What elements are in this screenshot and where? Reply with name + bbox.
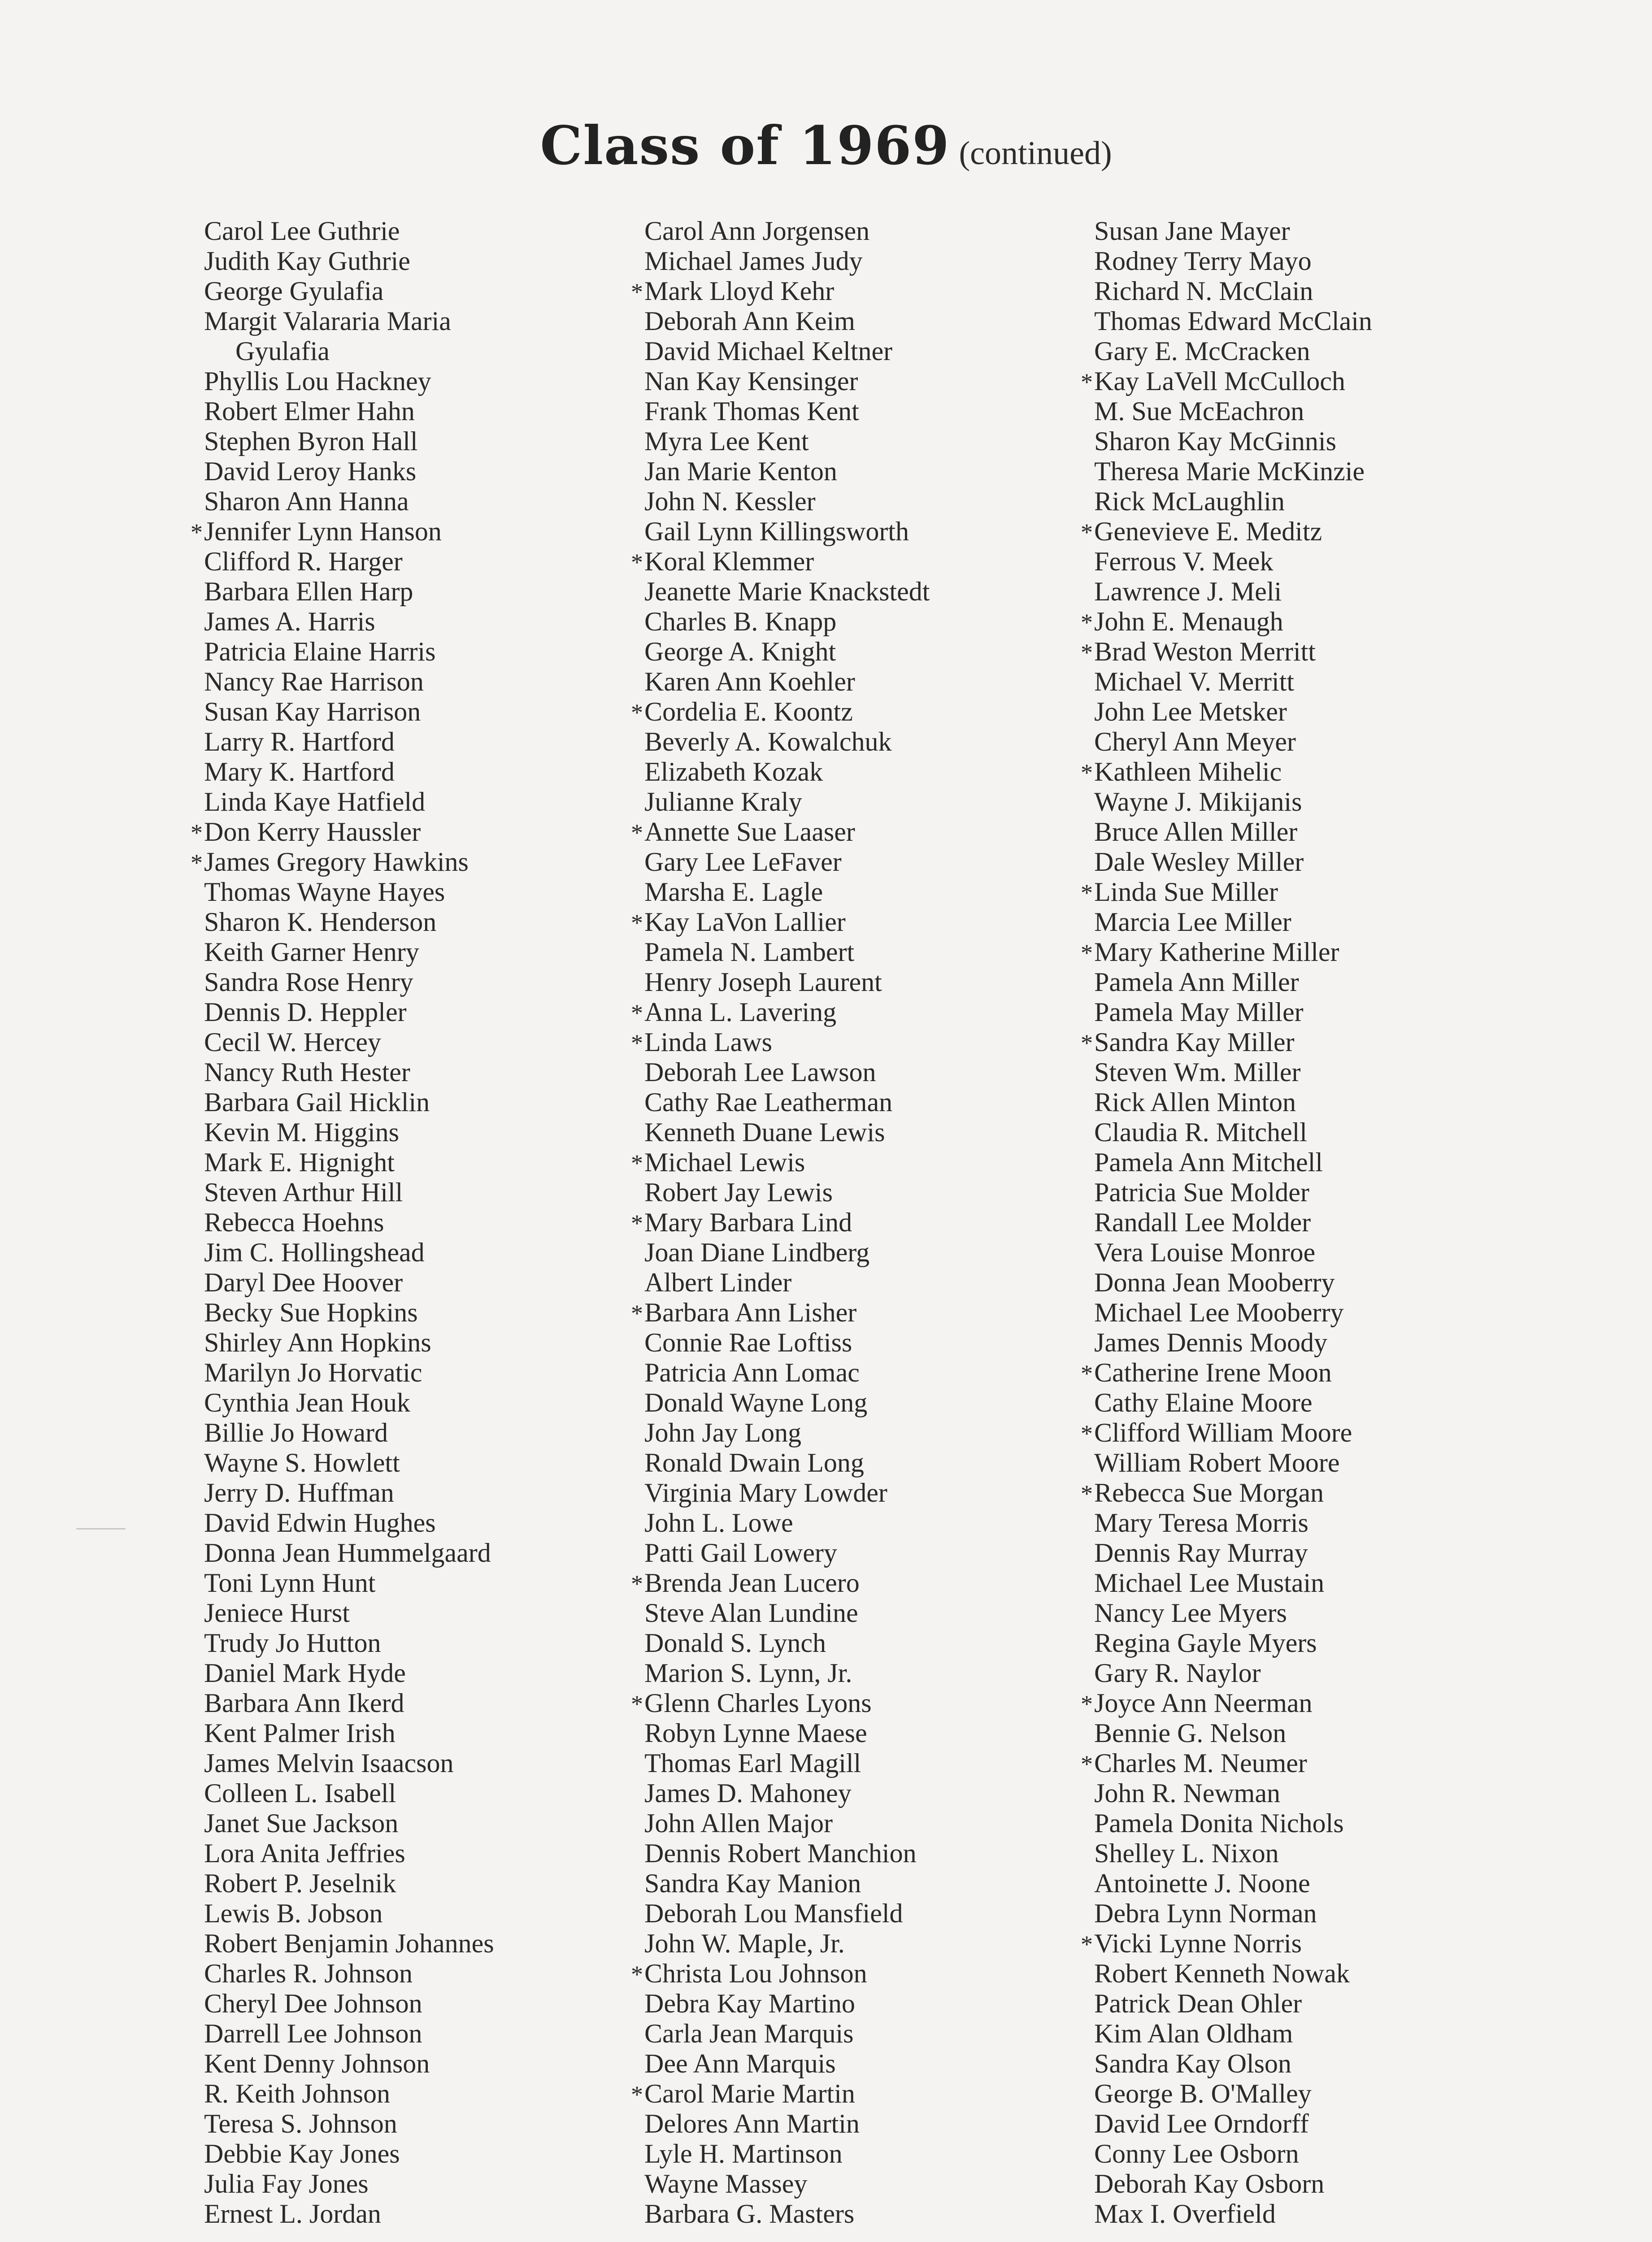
graduate-name: Mary Teresa Morris — [1094, 1508, 1309, 1538]
honor-society-graduate-name: * Annette Sue Laaser — [644, 817, 930, 847]
graduate-name: Pamela May Miller — [1094, 997, 1304, 1027]
page-header — [0, 114, 1652, 177]
graduate-name: Max I. Overfield — [1094, 2199, 1276, 2229]
graduate-name: Dennis Robert Manchion — [644, 1838, 917, 1868]
graduate-name: Kevin M. Higgins — [204, 1117, 399, 1147]
graduate-name: R. Keith Johnson — [204, 2079, 391, 2108]
graduate-name: Robert Benjamin Johannes — [204, 1929, 494, 1958]
graduate-name: Dee Ann Marquis — [644, 2049, 836, 2078]
graduate-name: Mary K. Hartford — [204, 757, 395, 786]
graduate-name: Jeniece Hurst — [204, 1598, 350, 1628]
graduate-name: Gary E. McCracken — [1094, 336, 1310, 366]
graduate-name: Becky Sue Hopkins — [204, 1298, 418, 1327]
graduate-name: Vera Louise Monroe — [1094, 1238, 1316, 1267]
graduate-name: Cathy Elaine Moore — [1094, 1388, 1313, 1417]
graduate-name: Wayne J. Mikijanis — [1094, 787, 1302, 817]
graduate-name: Rick Allen Minton — [1094, 1087, 1296, 1117]
graduate-name: Robert Jay Lewis — [644, 1177, 833, 1207]
graduate-name: Deborah Kay Osborn — [1094, 2169, 1325, 2199]
graduate-name: Trudy Jo Hutton — [204, 1628, 381, 1658]
honor-society-graduate-name: * Cordelia E. Koontz — [644, 697, 930, 727]
graduate-name: Margit Valararia Maria — [204, 306, 451, 336]
graduate-name: Delores Ann Martin — [644, 2109, 860, 2138]
graduate-name: Joan Diane Lindberg — [644, 1238, 870, 1267]
graduate-name: James A. Harris — [204, 607, 375, 636]
graduate-name: Rick McLaughlin — [1094, 487, 1285, 516]
graduate-name: Donald S. Lynch — [644, 1628, 826, 1658]
graduate-name: Pamela Donita Nichols — [1094, 1808, 1344, 1838]
graduate-name: Deborah Lou Mansfield — [644, 1899, 903, 1928]
graduate-name: Cheryl Dee Johnson — [204, 1989, 422, 2018]
graduate-name: Michael Lee Mooberry — [1094, 1298, 1344, 1327]
honor-society-graduate-name: * Brad Weston Merritt — [1094, 637, 1372, 667]
graduate-name: Jeanette Marie Knackstedt — [644, 577, 930, 606]
honor-society-graduate-name: * Mary Katherine Miller — [1094, 937, 1372, 967]
graduate-name: Frank Thomas Kent — [644, 396, 859, 426]
graduate-name: James Dennis Moody — [1094, 1328, 1327, 1357]
graduate-name: Susan Kay Harrison — [204, 697, 421, 726]
honor-society-graduate-name: * Vicki Lynne Norris — [1094, 1929, 1372, 1959]
graduate-name: Daryl Dee Hoover — [204, 1268, 403, 1297]
graduate-name: Connie Rae Loftiss — [644, 1328, 852, 1357]
graduate-name: Steve Alan Lundine — [644, 1598, 858, 1628]
graduate-name: Thomas Edward McClain — [1094, 306, 1372, 336]
graduate-name: Thomas Wayne Hayes — [204, 877, 445, 907]
graduate-name: Lora Anita Jeffries — [204, 1838, 405, 1868]
graduate-name: John Lee Metsker — [1094, 697, 1287, 726]
honor-society-graduate-name: * Catherine Irene Moon — [1094, 1358, 1372, 1388]
graduate-name: Colleen L. Isabell — [204, 1778, 396, 1808]
graduate-name: Marsha E. Lagle — [644, 877, 823, 907]
graduate-name: Gary R. Naylor — [1094, 1658, 1261, 1688]
honor-society-graduate-name: * Don Kerry Haussler — [204, 817, 494, 847]
graduate-name: Barbara Gail Hicklin — [204, 1087, 430, 1117]
graduate-name: Ernest L. Jordan — [204, 2199, 381, 2229]
graduate-name: Sandra Kay Manion — [644, 1868, 861, 1898]
name-column-3 — [1094, 216, 1372, 2229]
page-title: Class of 1969 — [540, 114, 950, 177]
graduate-name: William Robert Moore — [1094, 1448, 1340, 1477]
graduate-name: Patricia Elaine Harris — [204, 637, 436, 666]
graduate-name: Gary Lee LeFaver — [644, 847, 842, 877]
graduate-name: Bennie G. Nelson — [1094, 1718, 1287, 1748]
graduate-name: Janet Sue Jackson — [204, 1808, 399, 1838]
graduate-name: Wayne Massey — [644, 2169, 808, 2199]
honor-society-graduate-name: * Brenda Jean Lucero — [644, 1568, 930, 1598]
graduate-name: Cheryl Ann Meyer — [1094, 727, 1296, 756]
graduate-name: John W. Maple, Jr. — [644, 1929, 845, 1958]
graduate-name: Cathy Rae Leatherman — [644, 1087, 893, 1117]
graduate-name: Kent Denny Johnson — [204, 2049, 430, 2078]
graduate-name: Lyle H. Martinson — [644, 2139, 843, 2168]
graduate-name: Mark E. Hignight — [204, 1147, 395, 1177]
graduate-name: John Allen Major — [644, 1808, 833, 1838]
honor-society-graduate-name: * Christa Lou Johnson — [644, 1959, 930, 1989]
graduate-name: Myra Lee Kent — [644, 426, 809, 456]
graduate-name: Jerry D. Huffman — [204, 1478, 394, 1508]
graduate-name: Beverly A. Kowalchuk — [644, 727, 892, 756]
honor-society-graduate-name: * Charles M. Neumer — [1094, 1748, 1372, 1778]
graduate-name: Michael James Judy — [644, 246, 863, 276]
graduate-name: Kent Palmer Irish — [204, 1718, 396, 1748]
graduate-name: Carol Lee Guthrie — [204, 216, 400, 246]
graduate-name: Michael V. Merritt — [1094, 667, 1295, 696]
honor-society-graduate-name: * Clifford William Moore — [1094, 1418, 1372, 1448]
graduate-name: Randall Lee Molder — [1094, 1208, 1311, 1237]
graduate-name: Ronald Dwain Long — [644, 1448, 864, 1477]
honor-society-graduate-name: * John E. Menaugh — [1094, 607, 1372, 637]
honor-society-graduate-name: * Barbara Ann Lisher — [644, 1298, 930, 1328]
graduate-name: Daniel Mark Hyde — [204, 1658, 406, 1688]
graduate-name: Toni Lynn Hunt — [204, 1568, 376, 1598]
graduate-name: John R. Newman — [1094, 1778, 1280, 1808]
graduate-name: Conny Lee Osborn — [1094, 2139, 1299, 2168]
graduate-name: David Michael Keltner — [644, 336, 893, 366]
graduate-name: Cynthia Jean Houk — [204, 1388, 410, 1417]
graduate-name: Richard N. McClain — [1094, 276, 1313, 306]
honor-society-graduate-name: * Michael Lewis — [644, 1147, 930, 1177]
graduate-name: Kim Alan Oldham — [1094, 2019, 1293, 2048]
honor-society-graduate-name: * Koral Klemmer — [644, 547, 930, 577]
honor-society-graduate-name: * Kay LaVell McCulloch — [1094, 366, 1372, 396]
graduate-name: Virginia Mary Lowder — [644, 1478, 887, 1508]
graduate-name: Donna Jean Mooberry — [1094, 1268, 1335, 1297]
graduate-name: Keith Garner Henry — [204, 937, 419, 967]
graduate-name: Susan Jane Mayer — [1094, 216, 1290, 246]
graduate-name: George Gyulafia — [204, 276, 384, 306]
graduate-name: Judith Kay Guthrie — [204, 246, 410, 276]
graduate-name: Robert Kenneth Nowak — [1094, 1959, 1350, 1988]
graduate-name: Gyulafia — [235, 336, 330, 366]
graduate-name: Charles R. Johnson — [204, 1959, 413, 1988]
graduate-name: Larry R. Hartford — [204, 727, 395, 756]
page-subtitle: (continued) — [959, 135, 1112, 172]
graduate-name: Carol Ann Jorgensen — [644, 216, 870, 246]
honor-society-graduate-name: * Kay LaVon Lallier — [644, 907, 930, 937]
graduate-name: Pamela Ann Miller — [1094, 967, 1299, 997]
graduate-name: Donald Wayne Long — [644, 1388, 868, 1417]
graduate-name: Pamela N. Lambert — [644, 937, 855, 967]
graduate-name: Robert Elmer Hahn — [204, 396, 415, 426]
graduate-name: Robert P. Jeselnik — [204, 1868, 396, 1898]
honor-society-graduate-name: * Rebecca Sue Morgan — [1094, 1478, 1372, 1508]
graduate-name: Marion S. Lynn, Jr. — [644, 1658, 852, 1688]
graduate-name: Rodney Terry Mayo — [1094, 246, 1312, 276]
name-column-1 — [204, 216, 494, 2229]
graduate-name: Shelley L. Nixon — [1094, 1838, 1279, 1868]
honor-society-graduate-name: * Jennifer Lynn Hanson — [204, 517, 494, 547]
graduate-name: Shirley Ann Hopkins — [204, 1328, 431, 1357]
graduate-name: Robyn Lynne Maese — [644, 1718, 867, 1748]
graduate-name: Billie Jo Howard — [204, 1418, 388, 1447]
graduate-name: Michael Lee Mustain — [1094, 1568, 1325, 1598]
graduate-name: Elizabeth Kozak — [644, 757, 823, 786]
graduate-name: David Leroy Hanks — [204, 456, 417, 486]
graduate-name: Lewis B. Jobson — [204, 1899, 383, 1928]
graduate-name: Nancy Ruth Hester — [204, 1057, 410, 1087]
graduate-name: Sharon Ann Hanna — [204, 487, 409, 516]
graduate-name: Wayne S. Howlett — [204, 1448, 400, 1477]
graduate-name: Marilyn Jo Horvatic — [204, 1358, 422, 1387]
graduate-name: Donna Jean Hummelgaard — [204, 1538, 491, 1568]
graduate-name: John Jay Long — [644, 1418, 801, 1447]
graduate-name: Clifford R. Harger — [204, 547, 403, 576]
graduate-name: Regina Gayle Myers — [1094, 1628, 1317, 1658]
graduate-name: Albert Linder — [644, 1268, 792, 1297]
graduate-name: Steven Arthur Hill — [204, 1177, 403, 1207]
graduate-name: Pamela Ann Mitchell — [1094, 1147, 1323, 1177]
graduate-name: Deborah Ann Keim — [644, 306, 855, 336]
honor-society-graduate-name: * Anna L. Lavering — [644, 997, 930, 1027]
graduate-name: Teresa S. Johnson — [204, 2109, 397, 2138]
graduate-name: Jim C. Hollingshead — [204, 1238, 425, 1267]
graduate-name: David Edwin Hughes — [204, 1508, 436, 1538]
honor-society-graduate-name: * James Gregory Hawkins — [204, 847, 494, 877]
honor-society-graduate-name: * Genevieve E. Meditz — [1094, 517, 1372, 547]
graduate-name: Rebecca Hoehns — [204, 1208, 384, 1237]
graduate-name: Sharon Kay McGinnis — [1094, 426, 1336, 456]
graduate-name: Sandra Kay Olson — [1094, 2049, 1291, 2078]
graduate-name: Jan Marie Kenton — [644, 456, 837, 486]
honor-society-graduate-name: * Linda Laws — [644, 1027, 930, 1057]
graduate-name: Dennis D. Heppler — [204, 997, 407, 1027]
honor-society-graduate-name: * Mark Lloyd Kehr — [644, 276, 930, 306]
honor-society-graduate-name: * Linda Sue Miller — [1094, 877, 1372, 907]
graduate-name: Patti Gail Lowery — [644, 1538, 837, 1568]
graduate-name: Patricia Sue Molder — [1094, 1177, 1309, 1207]
graduate-name: Patrick Dean Ohler — [1094, 1989, 1302, 2018]
graduate-name: Gail Lynn Killingsworth — [644, 517, 909, 546]
graduate-name: Barbara Ellen Harp — [204, 577, 413, 606]
graduate-name: Lawrence J. Meli — [1094, 577, 1282, 606]
graduate-name: Stephen Byron Hall — [204, 426, 418, 456]
graduate-name: M. Sue McEachron — [1094, 396, 1304, 426]
graduate-name: Thomas Earl Magill — [644, 1748, 861, 1778]
graduate-name: Nan Kay Kensinger — [644, 366, 858, 396]
graduate-name: Henry Joseph Laurent — [644, 967, 882, 997]
graduate-name: Debra Lynn Norman — [1094, 1899, 1317, 1928]
graduate-name: David Lee Orndorff — [1094, 2109, 1309, 2138]
name-column-2 — [644, 216, 930, 2229]
graduate-name: John N. Kessler — [644, 487, 816, 516]
graduate-name: Steven Wm. Miller — [1094, 1057, 1301, 1087]
graduate-name: Patricia Ann Lomac — [644, 1358, 860, 1387]
graduate-name: Sandra Rose Henry — [204, 967, 413, 997]
honor-society-graduate-name: * Glenn Charles Lyons — [644, 1688, 930, 1718]
graduate-name: Julianne Kraly — [644, 787, 802, 817]
graduate-name: Bruce Allen Miller — [1094, 817, 1298, 847]
honor-society-graduate-name: * Joyce Ann Neerman — [1094, 1688, 1372, 1718]
graduate-name: Nancy Rae Harrison — [204, 667, 424, 696]
graduate-name: Dennis Ray Murray — [1094, 1538, 1308, 1568]
graduate-name: Cecil W. Hercey — [204, 1027, 381, 1057]
graduate-name: Barbara Ann Ikerd — [204, 1688, 404, 1718]
graduate-name: James Melvin Isaacson — [204, 1748, 454, 1778]
graduate-name: Charles B. Knapp — [644, 607, 837, 636]
margin-mark — [76, 1528, 126, 1529]
graduate-name: Karen Ann Koehler — [644, 667, 855, 696]
graduate-name: James D. Mahoney — [644, 1778, 852, 1808]
graduate-name: Marcia Lee Miller — [1094, 907, 1291, 937]
graduate-name: Darrell Lee Johnson — [204, 2019, 422, 2048]
graduate-name: Theresa Marie McKinzie — [1094, 456, 1365, 486]
graduate-name: Ferrous V. Meek — [1094, 547, 1274, 576]
honor-society-graduate-name: * Kathleen Mihelic — [1094, 757, 1372, 787]
graduate-name: Claudia R. Mitchell — [1094, 1117, 1307, 1147]
graduate-name: Sharon K. Henderson — [204, 907, 437, 937]
honor-society-graduate-name: * Carol Marie Martin — [644, 2079, 930, 2109]
graduate-name: Linda Kaye Hatfield — [204, 787, 426, 817]
graduate-name: Deborah Lee Lawson — [644, 1057, 876, 1087]
graduate-name: Phyllis Lou Hackney — [204, 366, 431, 396]
graduate-name: Dale Wesley Miller — [1094, 847, 1304, 877]
graduate-name: Carla Jean Marquis — [644, 2019, 854, 2048]
graduate-name: John L. Lowe — [644, 1508, 793, 1538]
honor-society-graduate-name: * Sandra Kay Miller — [1094, 1027, 1372, 1057]
graduate-name: Kenneth Duane Lewis — [644, 1117, 885, 1147]
graduate-name: Julia Fay Jones — [204, 2169, 369, 2199]
honor-society-graduate-name: * Mary Barbara Lind — [644, 1208, 930, 1238]
graduate-name: Nancy Lee Myers — [1094, 1598, 1287, 1628]
graduate-name: Debra Kay Martino — [644, 1989, 855, 2018]
graduate-name: Barbara G. Masters — [644, 2199, 855, 2229]
graduate-name: George A. Knight — [644, 637, 836, 666]
graduate-name: Debbie Kay Jones — [204, 2139, 400, 2168]
graduate-name: George B. O'Malley — [1094, 2079, 1312, 2108]
graduate-name: Antoinette J. Noone — [1094, 1868, 1310, 1898]
